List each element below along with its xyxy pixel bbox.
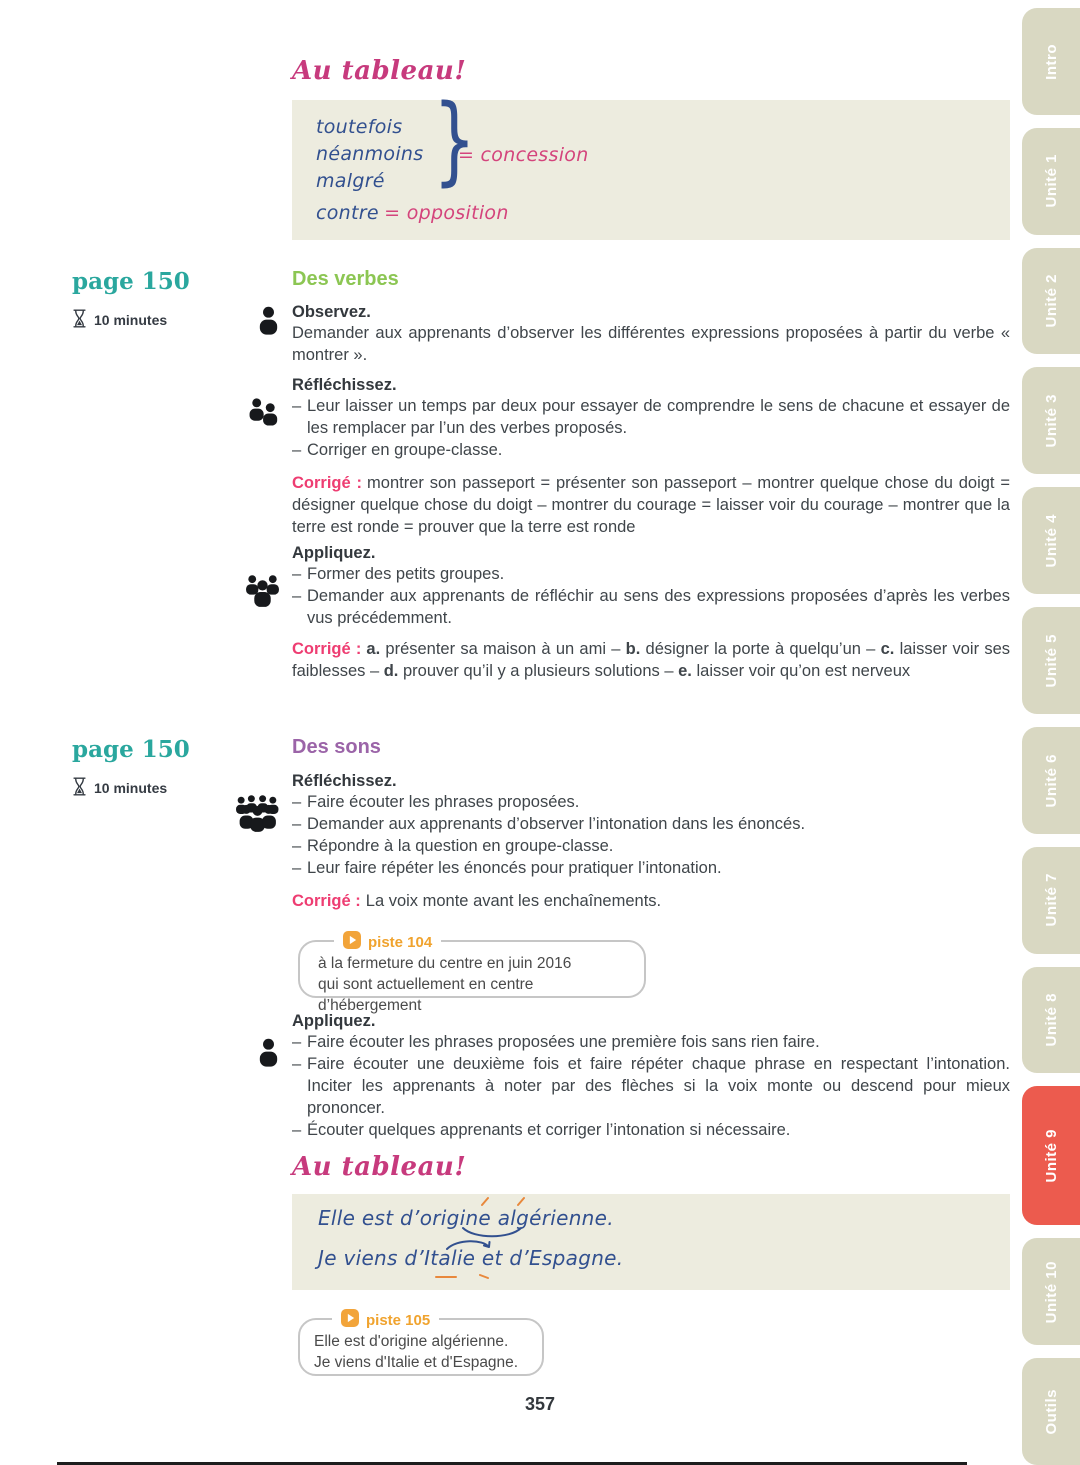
pair-icon (246, 398, 279, 427)
board1-concession: = concession (458, 144, 589, 166)
tab-label: Unité 6 (1042, 753, 1060, 808)
bullet-item (292, 857, 1010, 879)
corrige-verbes-1 (292, 472, 1010, 538)
board1-line2 (316, 202, 509, 225)
single-person-icon (256, 1038, 281, 1069)
audio-box-piste-105 (298, 1311, 544, 1376)
corrige-item-text: laisser voir ses faiblesses – (292, 640, 1010, 680)
play-icon (341, 1309, 359, 1331)
board-box-2 (292, 1194, 1010, 1290)
board2-line-1: Elle est d’origine algérienne. (318, 1206, 614, 1230)
tab-unite-5 (1022, 607, 1080, 714)
bullet-item (292, 813, 1010, 835)
bullet-dash: – (292, 859, 302, 877)
board2-line-2: Je viens d’Italie et d’Espagne. (318, 1246, 624, 1270)
bullet-item (292, 395, 1010, 439)
tab-intro (1022, 8, 1080, 115)
bullet-dash: – (292, 1121, 302, 1139)
tab-label: Unité 9 (1042, 1129, 1060, 1183)
corrige-item-key: b. (625, 640, 641, 658)
bullet-item (292, 585, 1010, 629)
corrige-item-key: c. (880, 640, 895, 658)
bullet-dash: – (292, 441, 302, 459)
tab-unite-1 (1022, 128, 1080, 235)
intonation-marks (478, 1196, 528, 1207)
tab-unite-7 (1022, 847, 1080, 954)
tab-label: Unité 4 (1042, 513, 1060, 568)
transcript-line: Elle est d'origine algérienne. (314, 1333, 509, 1350)
page-ref: page 150 (72, 268, 190, 295)
hourglass-icon (72, 776, 87, 800)
tab-label: Intro (1042, 43, 1060, 80)
bullet-dash: – (292, 1033, 302, 1051)
tab-label: Unité 2 (1042, 274, 1060, 328)
board1-contre: contre (316, 202, 379, 224)
bullet-text: Former des petits groupes. (307, 565, 505, 583)
bullet-item (292, 1053, 1010, 1119)
tab-label: Unité 1 (1042, 154, 1060, 208)
bullet-dash: – (292, 1055, 302, 1073)
audio-legend (332, 1309, 439, 1331)
bullet-text: Leur laisser un temps par deux pour essayer de comprendre le sens de chacune et essayer de les remplacer par l’un des verbes proposés. (307, 397, 1010, 437)
step-text: Demander aux apprenants d’observer les différentes expressions proposées à partir du verbe « montrer ». (292, 324, 1010, 364)
page-ref: page 150 (72, 736, 190, 763)
bullet-text: Faire écouter les phrases proposées. (307, 793, 580, 811)
tab-label: Unité 3 (1042, 394, 1060, 448)
tab-label: Unité 7 (1042, 873, 1060, 927)
class-group-icon (234, 794, 281, 835)
board-box-1 (292, 84, 1010, 240)
unit-tab-rail (1022, 0, 1080, 1465)
corrige-item-key: d. (383, 662, 399, 680)
tab-unite-3 (1022, 367, 1080, 474)
bullet-text: Répondre à la question en groupe-classe. (307, 837, 614, 855)
brace-glyph: } (433, 84, 476, 196)
board1-word: malgré (316, 170, 385, 192)
bullet-dash: – (292, 815, 302, 833)
bullet-item (292, 439, 1010, 461)
corrige-item-text: laisser voir qu’on est nerveux (691, 662, 911, 680)
bullet-text: Écouter quelques apprenants et corriger l’intonation si nécessaire. (307, 1121, 791, 1139)
step-label: Appliquez. (292, 1012, 376, 1030)
bullet-dash: – (292, 565, 302, 583)
tab-label: Unité 5 (1042, 633, 1060, 688)
side-ref-sons (72, 736, 190, 800)
board-heading-2: Au tableau! (292, 1152, 467, 1182)
corrige-item-key: e. (678, 662, 692, 680)
tab-label: Unité 10 (1042, 1260, 1060, 1323)
step-reflechissez-sons (292, 772, 1010, 879)
bullet-text: Faire écouter une deuxième fois et faire répéter chaque phrase en respectant l’intonation. Inciter les apprenants à noter par des flèches si la voix monte ou descend pour mieux prononcer. (307, 1055, 1010, 1117)
bullet-item (292, 835, 1010, 857)
step-label: Réfléchissez. (292, 376, 397, 394)
tab-label: Outils (1042, 1388, 1060, 1435)
board1-word: néanmoins (316, 143, 424, 165)
corrige-item-text: présenter sa maison à un ami – (380, 640, 626, 658)
tab-unite-4 (1022, 487, 1080, 594)
section-title-sons: Des sons (292, 736, 381, 758)
hourglass-icon (72, 308, 87, 332)
bullet-item (292, 1031, 1010, 1053)
tab-outils (1022, 1358, 1080, 1465)
tab-unite-10 (1022, 1238, 1080, 1345)
bullet-text: Demander aux apprenants de réfléchir au sens des expressions proposées d’après les verbes vus précédemment. (307, 587, 1010, 627)
corrige-label: Corrigé : (292, 892, 361, 910)
liaison-underline (434, 1274, 494, 1280)
tab-unite-6 (1022, 727, 1080, 834)
bullet-dash: – (292, 397, 302, 415)
step-label: Réfléchissez. (292, 772, 397, 790)
step-reflechissez-verbes (292, 376, 1010, 461)
corrige-item-text: désigner la porte à quelqu’un – (640, 640, 881, 658)
board1-word: toutefois (316, 116, 403, 138)
corrige-verbes-2 (292, 638, 1010, 682)
corrige-item-key: a. (366, 640, 381, 658)
bullet-text: Demander aux apprenants d’observer l’intonation dans les énoncés. (307, 815, 806, 833)
liaison-arc-over (444, 1238, 496, 1250)
side-ref-verbes (72, 268, 190, 332)
step-observez (292, 303, 1010, 366)
transcript-line: Je viens d'Italie et d'Espagne. (314, 1354, 519, 1371)
duration-label: 10 minutes (94, 780, 168, 796)
piste-label: piste 104 (368, 933, 433, 951)
single-person-icon (256, 306, 281, 337)
bullet-item (292, 791, 1010, 813)
piste-label: piste 105 (366, 1311, 431, 1329)
bullet-item (292, 563, 1010, 585)
corrige-text: montrer son passeport = présenter son passeport – montrer quelque chose du doigt = désigner quelque chose du doigt – montrer du courage = laisser voir du courage – montrer que la terre est ronde = prouver que la terre est ronde (292, 474, 1010, 536)
bullet-dash: – (292, 587, 302, 605)
step-appliquez-sons (292, 1012, 1010, 1141)
corrige-text: La voix monte avant les enchaînements. (365, 892, 662, 910)
duration-label: 10 minutes (94, 312, 168, 328)
bullet-dash: – (292, 837, 302, 855)
corrige-item-text: prouver qu’il y a plusieurs solutions – (398, 662, 679, 680)
corrige-label: Corrigé : (292, 640, 362, 658)
transcript-line: à la fermeture du centre en juin 2016 (318, 955, 572, 972)
audio-transcript (300, 942, 644, 1016)
bullet-item (292, 1119, 1010, 1141)
board1-word-list (316, 114, 423, 195)
small-group-icon (244, 574, 281, 609)
step-appliquez-verbes (292, 544, 1010, 629)
corrige-label: Corrigé : (292, 474, 363, 492)
tab-unite-8 (1022, 967, 1080, 1074)
transcript-line: qui sont actuellement en centre d’hébergement (318, 976, 534, 1014)
tab-unite-9-active (1022, 1086, 1080, 1225)
audio-legend (334, 931, 441, 953)
tab-label: Unité 8 (1042, 993, 1060, 1047)
bullet-text: Faire écouter les phrases proposées une première fois sans rien faire. (307, 1033, 820, 1051)
board-heading-1: Au tableau! (292, 56, 467, 86)
board1-opposition: = opposition (384, 202, 509, 224)
step-label: Appliquez. (292, 544, 376, 562)
section-title-verbes: Des verbes (292, 268, 399, 290)
tab-unite-2 (1022, 248, 1080, 355)
page-number: 357 (524, 1394, 556, 1414)
step-label: Observez. (292, 303, 371, 321)
bullet-dash: – (292, 793, 302, 811)
duration (72, 308, 190, 332)
bullet-text: Corriger en groupe-classe. (307, 441, 503, 459)
audio-box-piste-104 (298, 933, 646, 1014)
corrige-sons (292, 890, 1010, 912)
duration (72, 776, 190, 800)
play-icon (343, 931, 361, 953)
bullet-text: Leur faire répéter les énoncés pour pratiquer l’intonation. (307, 859, 722, 877)
